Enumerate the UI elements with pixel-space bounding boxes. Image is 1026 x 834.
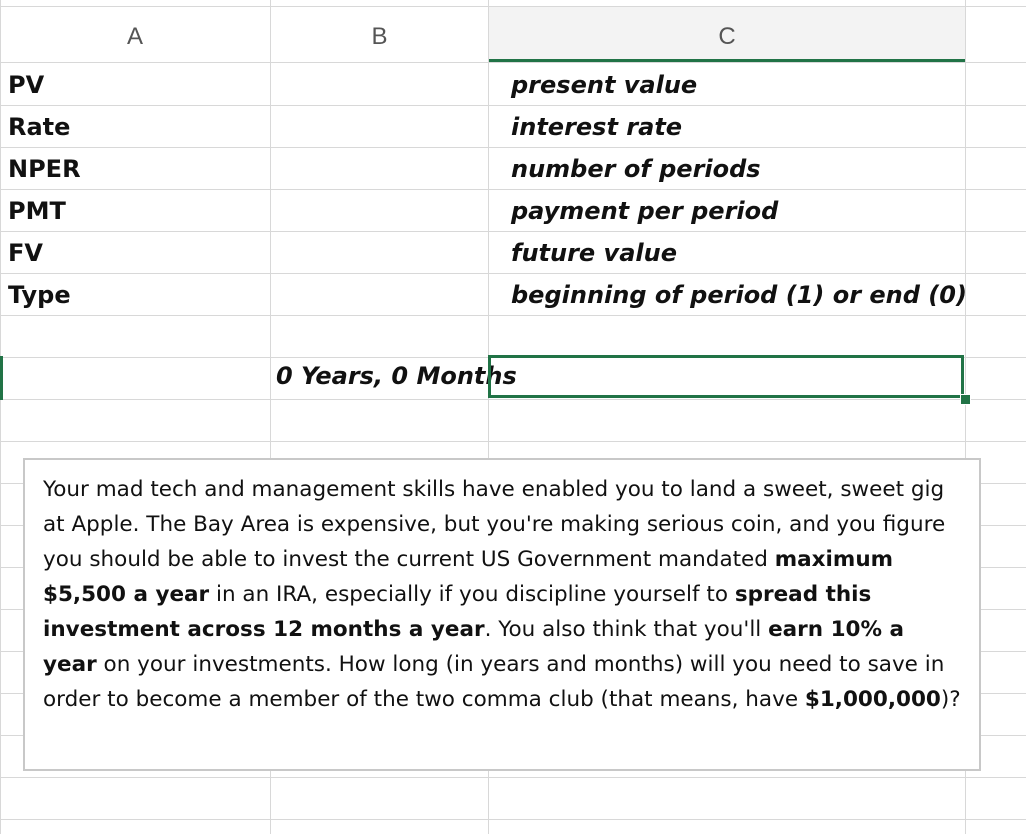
cell-a-nper[interactable]: NPER <box>8 155 81 183</box>
cell-c-type-description[interactable]: beginning of period (1) or end (0) <box>511 281 967 309</box>
problem-text-1: Your mad tech and management skills have enabled you to land a sweet, sweet gig at Apple. The Bay Area is expensive, but you're making serious coin, and you figure you should be able to invest the current US Government mandated <box>43 477 946 572</box>
problem-text-5: )? <box>940 687 961 712</box>
cell-c-fv-description[interactable]: future value <box>511 239 677 267</box>
cell-a-rate[interactable]: Rate <box>8 113 71 141</box>
cell-a-fv[interactable]: FV <box>8 239 43 267</box>
problem-bold-target-amount: $1,000,000 <box>804 687 941 712</box>
selected-row-indicator <box>0 356 3 400</box>
problem-bold-interest-rate: earn 10% a year <box>43 617 905 677</box>
cell-a-type[interactable]: Type <box>8 281 71 309</box>
problem-text-2: in an IRA, especially if you discipline yourself to <box>209 582 735 607</box>
problem-text-box[interactable] <box>23 458 981 771</box>
column-header-b[interactable]: B <box>371 23 388 50</box>
cell-a-pv[interactable]: PV <box>8 71 45 99</box>
problem-text-3: . You also think that you'll <box>484 617 769 642</box>
result-cell-b[interactable]: 0 Years, 0 Months <box>276 362 517 390</box>
column-header-c-selected-indicator <box>489 59 965 62</box>
problem-bold-max-contribution: maximum $5,500 a year <box>43 547 894 607</box>
cell-c-rate-description[interactable]: interest rate <box>511 113 683 141</box>
cell-c-pv-description[interactable]: present value <box>511 71 698 99</box>
cell-a-pmt[interactable]: PMT <box>8 197 66 225</box>
cell-c-nper-description[interactable]: number of periods <box>511 155 761 183</box>
selected-cell-c[interactable] <box>488 355 964 398</box>
column-header-a[interactable]: A <box>126 23 143 50</box>
cell-c-pmt-description[interactable]: payment per period <box>511 197 779 225</box>
fill-handle[interactable] <box>960 394 971 405</box>
problem-bold-monthly-spread: spread this investment across 12 months a year <box>43 582 872 642</box>
column-header-c[interactable]: C <box>718 23 736 50</box>
problem-text-4: on your investments. How long (in years and months) will you need to save in order to become a member of the two comma club (that means, have <box>43 652 945 712</box>
